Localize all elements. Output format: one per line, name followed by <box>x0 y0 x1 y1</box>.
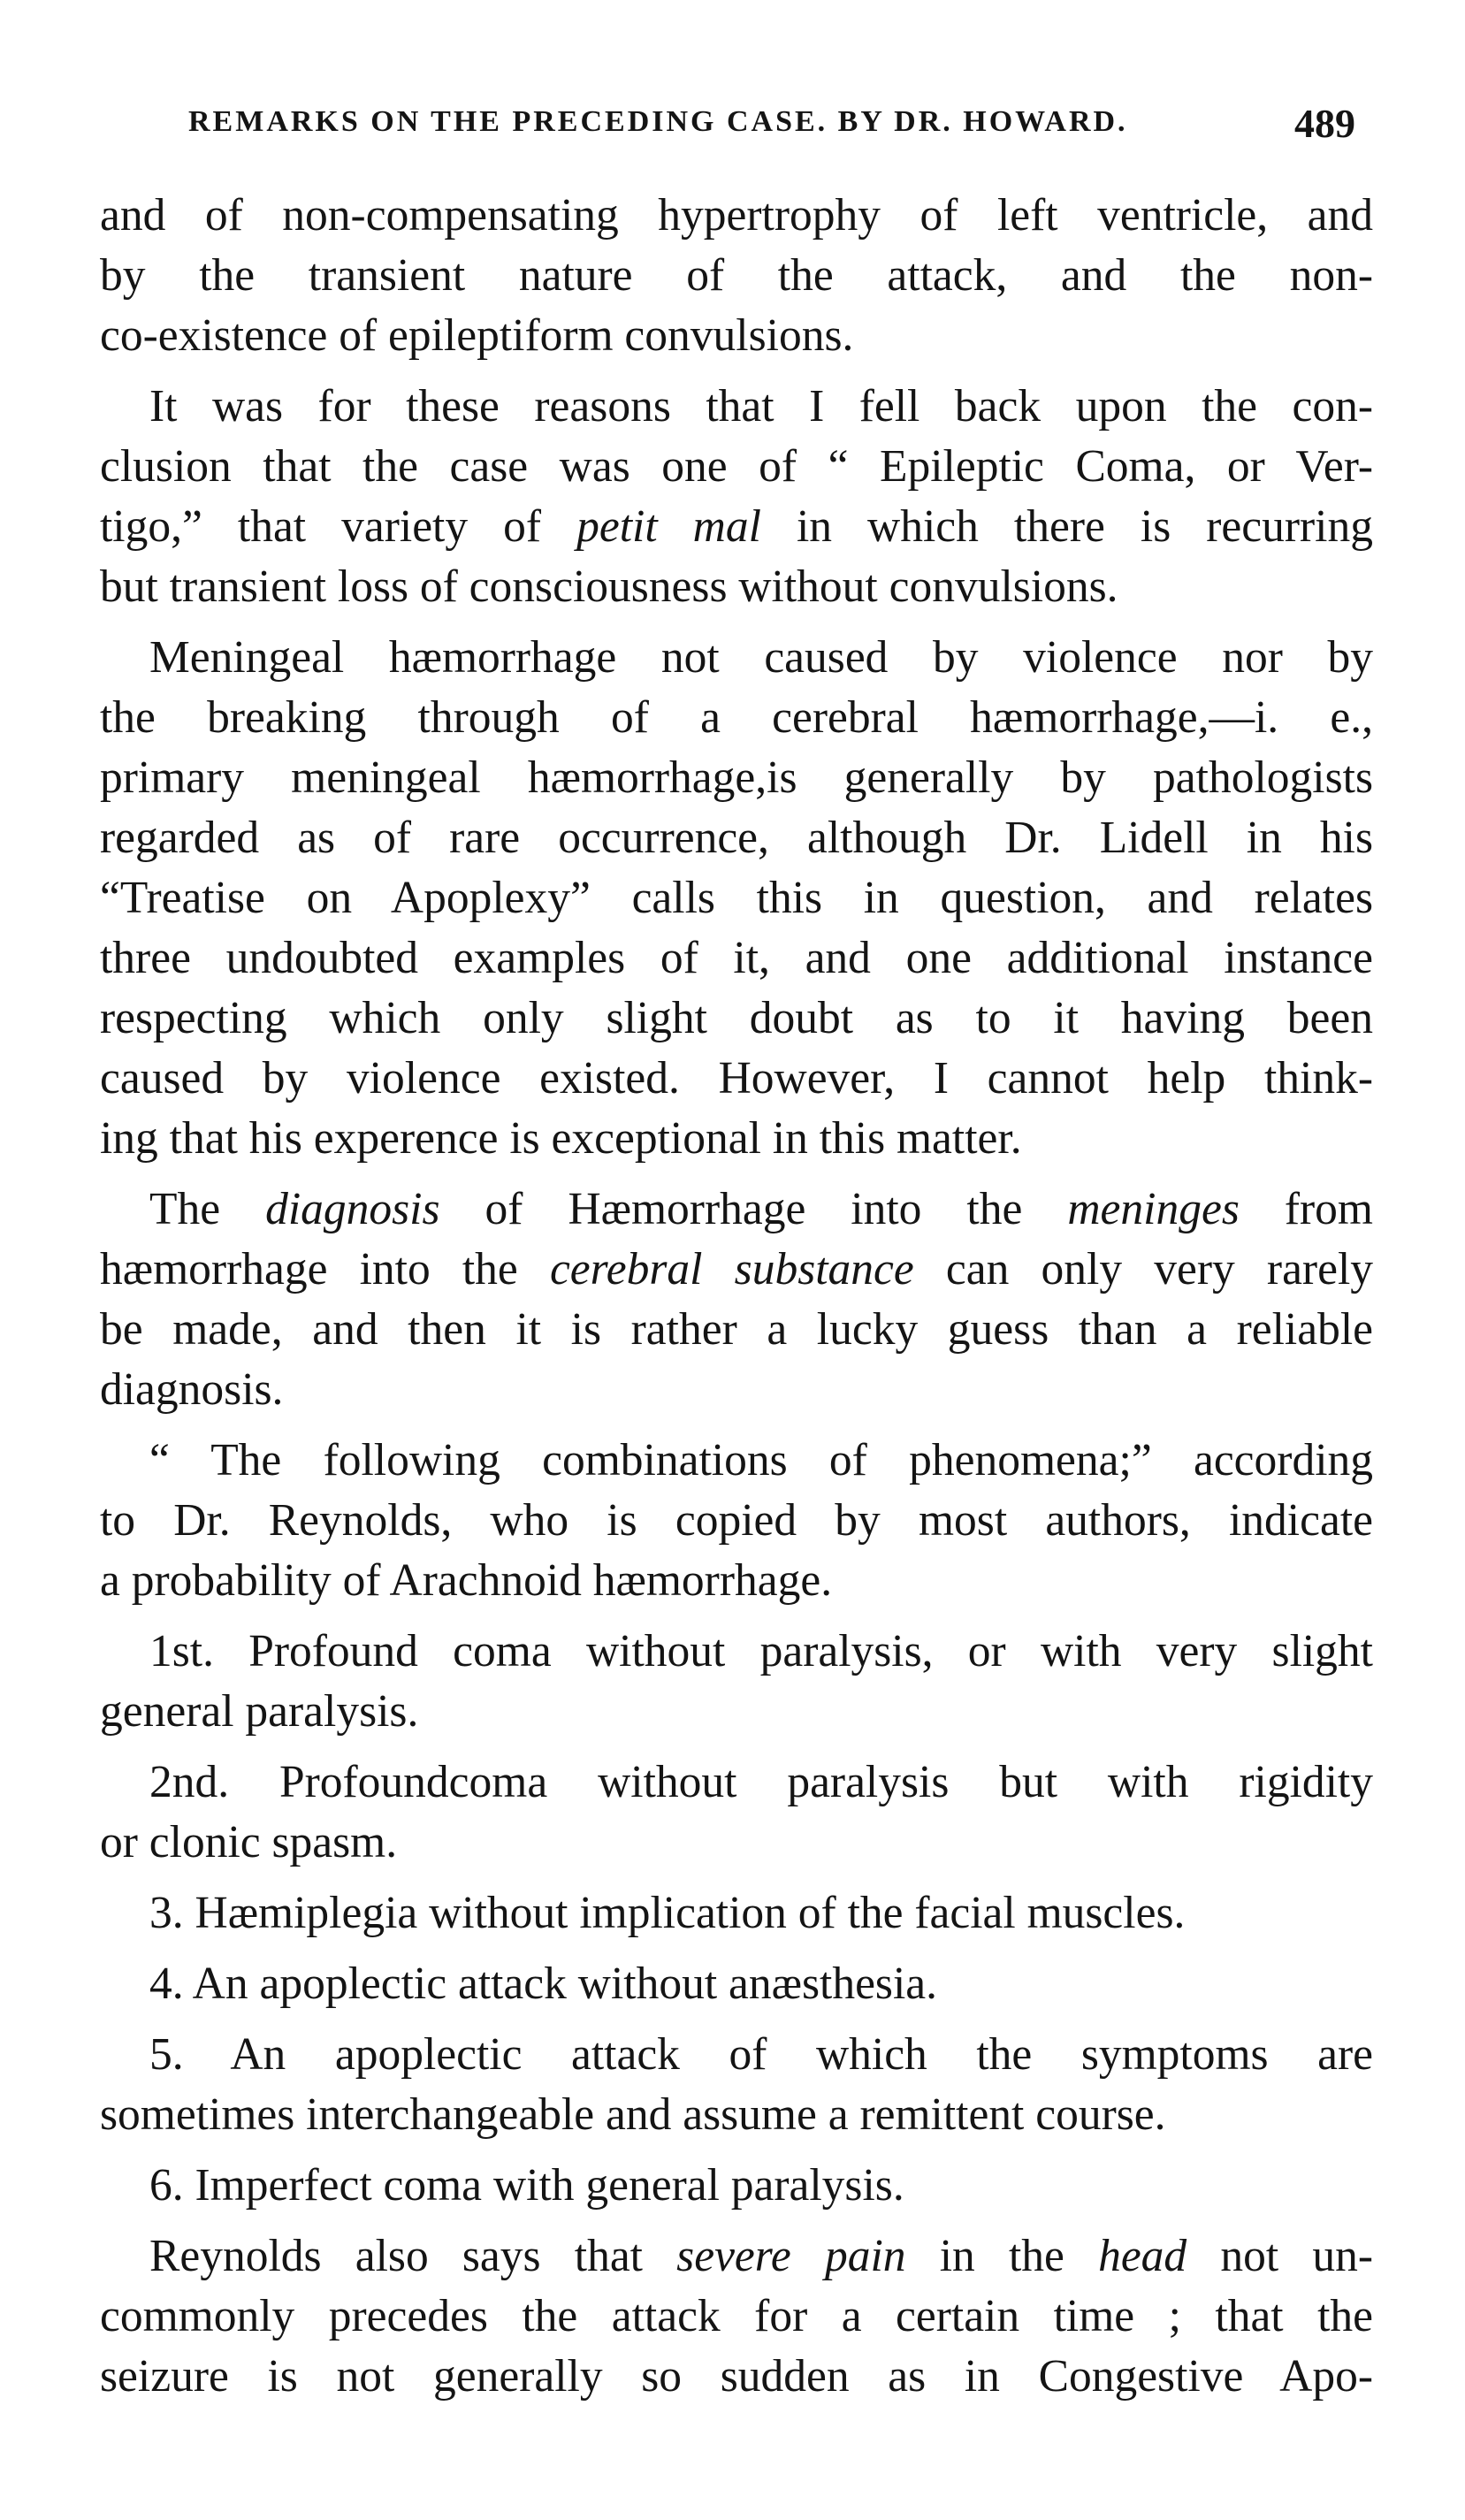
running-title: REMARKS ON THE PRECEDING CASE. BY DR. HOWARD. <box>188 105 1128 138</box>
text-line-diagnosis: The diagnosis of Hæmorrhage into the meninges from <box>149 1184 1373 1234</box>
text-line: It was for these reasons that I fell back upon the con- <box>149 381 1373 431</box>
paragraph-continuation <box>100 186 1373 366</box>
paragraph-reynolds-intro <box>100 1431 1373 1611</box>
list-item-2 <box>100 1753 1373 1873</box>
text-line: a probability of Arachnoid hæmorrhage. <box>100 1555 833 1606</box>
italic-phrase: head <box>1098 2231 1187 2281</box>
text-line-petit-mal: tigo,” that variety of petit mal in which there is recurring <box>100 501 1373 552</box>
paragraph-reynolds-pain <box>100 2226 1373 2407</box>
text-line: 1st. Profound coma without paralysis, or with very slight <box>149 1626 1373 1676</box>
text-line: commonly precedes the attack for a certain time ; that the <box>100 2291 1373 2341</box>
text-line: co-existence of epileptiform convulsions. <box>100 310 854 361</box>
list-item-6 <box>100 2156 1373 2216</box>
paragraph-conclusion <box>100 377 1373 617</box>
italic-phrase: severe pain <box>676 2231 906 2281</box>
text-line: 5. An apoplectic attack of which the symptoms are <box>149 2029 1373 2080</box>
text-line: “Treatise on Apoplexy” calls this in question, and relates <box>100 873 1373 923</box>
italic-phrase: petit mal <box>576 501 761 552</box>
text-line: and of non-compensating hypertrophy of left ventricle, and <box>100 190 1373 241</box>
italic-phrase: diagnosis <box>265 1184 440 1234</box>
text-line: the breaking through of a cerebral hæmorrhage,—i. e., <box>100 692 1373 743</box>
text-line: sometimes interchangeable and assume a remittent course. <box>100 2089 1166 2140</box>
body-text <box>100 186 1373 2417</box>
text-line: 2nd. Profoundcoma without paralysis but with rigidity <box>149 1757 1373 1807</box>
text-line: general paralysis. <box>100 1686 419 1737</box>
text-line: regarded as of rare occurrence, although Dr. Lidell in his <box>100 813 1373 863</box>
text-line: be made, and then it is rather a lucky guess than a reliable <box>100 1304 1373 1355</box>
text-line: three undoubted examples of it, and one additional instance <box>100 933 1373 983</box>
text-line-severe-pain: Reynolds also says that severe pain in the head not un- <box>149 2231 1373 2281</box>
text-line: 3. Hæmiplegia without implication of the facial muscles. <box>149 1888 1186 1938</box>
text-line: respecting which only slight doubt as to it having been <box>100 993 1373 1043</box>
text-line-cerebral-substance: hæmorrhage into the cerebral substance can only very rarely <box>100 1244 1373 1294</box>
text-line: clusion that the case was one of “ Epileptic Coma, or Ver- <box>100 441 1373 492</box>
text-line: ing that his experence is exceptional in this matter. <box>100 1113 1022 1164</box>
italic-phrase: meninges <box>1067 1184 1240 1234</box>
text-line: or clonic spasm. <box>100 1817 398 1867</box>
list-item-5 <box>100 2025 1373 2145</box>
paragraph-diagnosis <box>100 1180 1373 1420</box>
text-line: 4. An apoplectic attack without anæsthesia. <box>149 1959 938 2009</box>
text-line: Meningeal hæmorrhage not caused by violence nor by <box>149 632 1373 683</box>
text-line: caused by violence existed. However, I cannot help think- <box>100 1053 1373 1103</box>
text-line: by the transient nature of the attack, and the non- <box>100 250 1373 301</box>
paragraph-meningeal <box>100 628 1373 1169</box>
text-line: primary meningeal hæmorrhage,is generally by pathologists <box>100 752 1373 803</box>
list-item-1 <box>100 1622 1373 1742</box>
page-number: 489 <box>1294 101 1355 146</box>
running-head <box>181 102 1357 155</box>
text-line: seizure is not generally so sudden as in Congestive Apo- <box>100 2351 1373 2402</box>
list-item-3 <box>100 1883 1373 1943</box>
italic-phrase: cerebral substance <box>549 1244 914 1294</box>
text-line: to Dr. Reynolds, who is copied by most authors, indicate <box>100 1495 1373 1546</box>
list-item-4 <box>100 1954 1373 2014</box>
text-line: but transient loss of consciousness without convulsions. <box>100 561 1118 612</box>
text-line: 6. Imperfect coma with general paralysis. <box>149 2160 904 2211</box>
text-line: “ The following combinations of phenomena;” according <box>149 1435 1373 1485</box>
text-line: diagnosis. <box>100 1364 284 1415</box>
